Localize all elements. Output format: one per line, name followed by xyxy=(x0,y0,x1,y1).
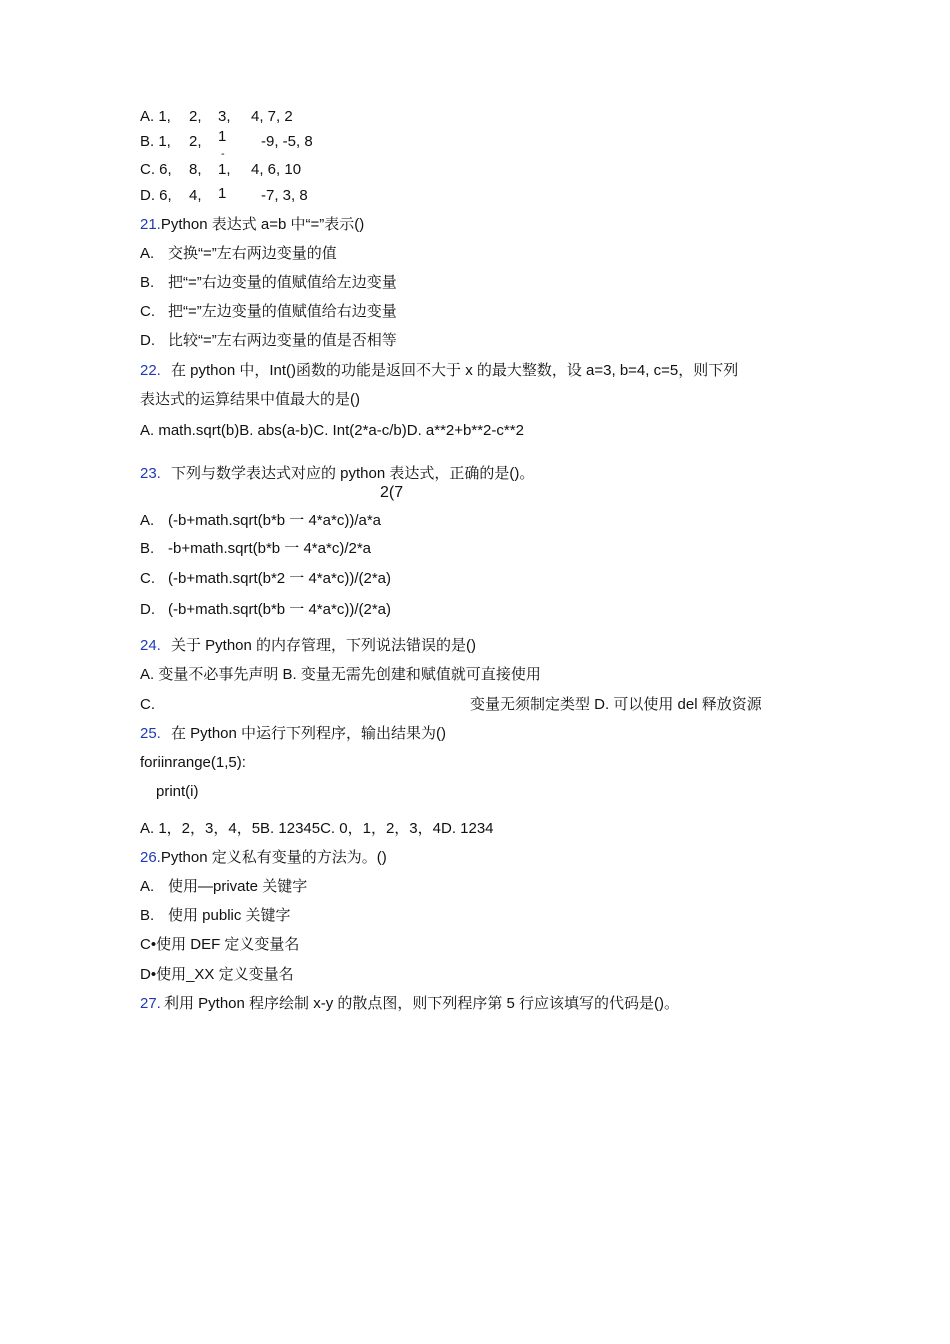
q24-stem xyxy=(140,636,476,656)
q20-a-col2: 2, xyxy=(189,108,202,125)
q22-number: 22. xyxy=(140,362,161,379)
q23-option-c: C. (-b+math.sqrt(b*2 一 4*a*c))/(2*a) xyxy=(140,570,391,587)
q20-c-col1: C. 6, xyxy=(140,161,172,178)
q23-option-d: D. (-b+math.sqrt(b*b 一 4*a*c))/(2*a) xyxy=(140,601,391,618)
q21-number: 21. xyxy=(140,216,161,233)
q21-option-a: A. 交换“=”左右两边变量的值 xyxy=(140,245,337,262)
q20-c-col2: 8, xyxy=(189,161,202,178)
q23-formula-fragment: 2(7 xyxy=(380,484,404,501)
q20-b-col2: 2, xyxy=(189,133,202,150)
q23-stem xyxy=(140,464,534,484)
q20-a-col3: 3, xyxy=(218,108,231,125)
q23-option-a: A. (-b+math.sqrt(b*b 一 4*a*c))/a*a xyxy=(140,512,382,529)
q22-options: A. math.sqrt(b)B. abs(a-b)C. Int(2*a-c/b)D. a**2+b**2-c**2 xyxy=(140,422,524,439)
q22-stem-line2: 表达式的运算结果中值最大的是() xyxy=(140,391,360,408)
q21-text: Python 表达式 a=b 中“=”表示() xyxy=(160,216,365,233)
q24-options-line1: A. 变量不必事先声明 B. 变量无需先创建和赋值就可直接使用 xyxy=(140,666,541,683)
q27-stem xyxy=(140,994,679,1014)
q26-option-b: B. 使用 public 关键字 xyxy=(140,907,291,924)
q24-text: 关于 Python 的内存管理，下列说法错误的是() xyxy=(171,637,477,654)
q20-b-col3: 1 xyxy=(218,128,227,145)
q23-text: 下列与数学表达式对应的 python 表达式，正确的是()。 xyxy=(171,465,535,482)
q24-options-line2: 变量无须制定类型 D. 可以使用 del 释放资源 xyxy=(470,696,762,713)
q23-number: 23. xyxy=(140,465,161,482)
q20-d-col1: D. 6, xyxy=(140,187,172,204)
q27-text: 利用 Python 程序绘制 x-y 的散点图，则下列程序第 5 行应该填写的代码是()。 xyxy=(164,995,680,1012)
q27-number: 27. xyxy=(140,995,161,1012)
q20-b-col4: -9, -5, 8 xyxy=(261,133,313,150)
q20-a-col1: A. 1, xyxy=(140,108,171,125)
q25-options: A. 1，2，3，4，5B. 12345C. 0，1，2，3，4D. 1234 xyxy=(140,820,494,837)
q21-option-c: C. 把“=”左边变量的值赋值给右边变量 xyxy=(140,303,397,320)
q26-number: 26. xyxy=(140,849,161,866)
q20-d-col2: 4, xyxy=(189,187,202,204)
q20-c-col4: 4, 6, 10 xyxy=(251,161,302,178)
q20-b-col1: B. 1, xyxy=(140,133,171,150)
q21-option-b: B. 把“=”右边变量的值赋值给左边变量 xyxy=(140,274,397,291)
q20-c-col3: 1, xyxy=(218,161,231,178)
q23-option-b: B. -b+math.sqrt(b*b 一 4*a*c)/2*a xyxy=(140,540,372,557)
q20-a-col4: 4, 7, 2 xyxy=(251,108,293,125)
q25-stem xyxy=(140,724,446,744)
q20-d-col4: -7, 3, 8 xyxy=(261,187,308,204)
q25-code-line2: print(i) xyxy=(156,783,199,800)
q22-stem-line1 xyxy=(140,361,738,381)
q26-option-d: D•使用_XX 定义变量名 xyxy=(140,966,294,983)
q26-text: Python 定义私有变量的方法为。() xyxy=(160,849,387,866)
q25-number: 25. xyxy=(140,725,161,742)
q25-text: 在 Python 中运行下列程序，输出结果为() xyxy=(171,725,447,742)
q20-d-col3: 1 xyxy=(218,185,227,202)
q24-option-c-label: C. xyxy=(140,696,155,713)
q26-option-a: A. 使用—private 关键字 xyxy=(140,878,308,895)
q25-code-line1: foriinrange(1,5): xyxy=(140,754,246,771)
q21-stem xyxy=(140,215,364,235)
q22-text1: 在 python 中，Int()函数的功能是返回不大于 x 的最大整数，设 a=3, b=4, c=5，则下列 xyxy=(171,362,739,379)
q20-b-col3-dash: - xyxy=(221,148,225,160)
q21-option-d: D. 比较“=”左右两边变量的值是否相等 xyxy=(140,332,397,349)
q26-stem xyxy=(140,848,387,868)
q26-option-c: C•使用 DEF 定义变量名 xyxy=(140,936,300,953)
q24-number: 24. xyxy=(140,637,161,654)
